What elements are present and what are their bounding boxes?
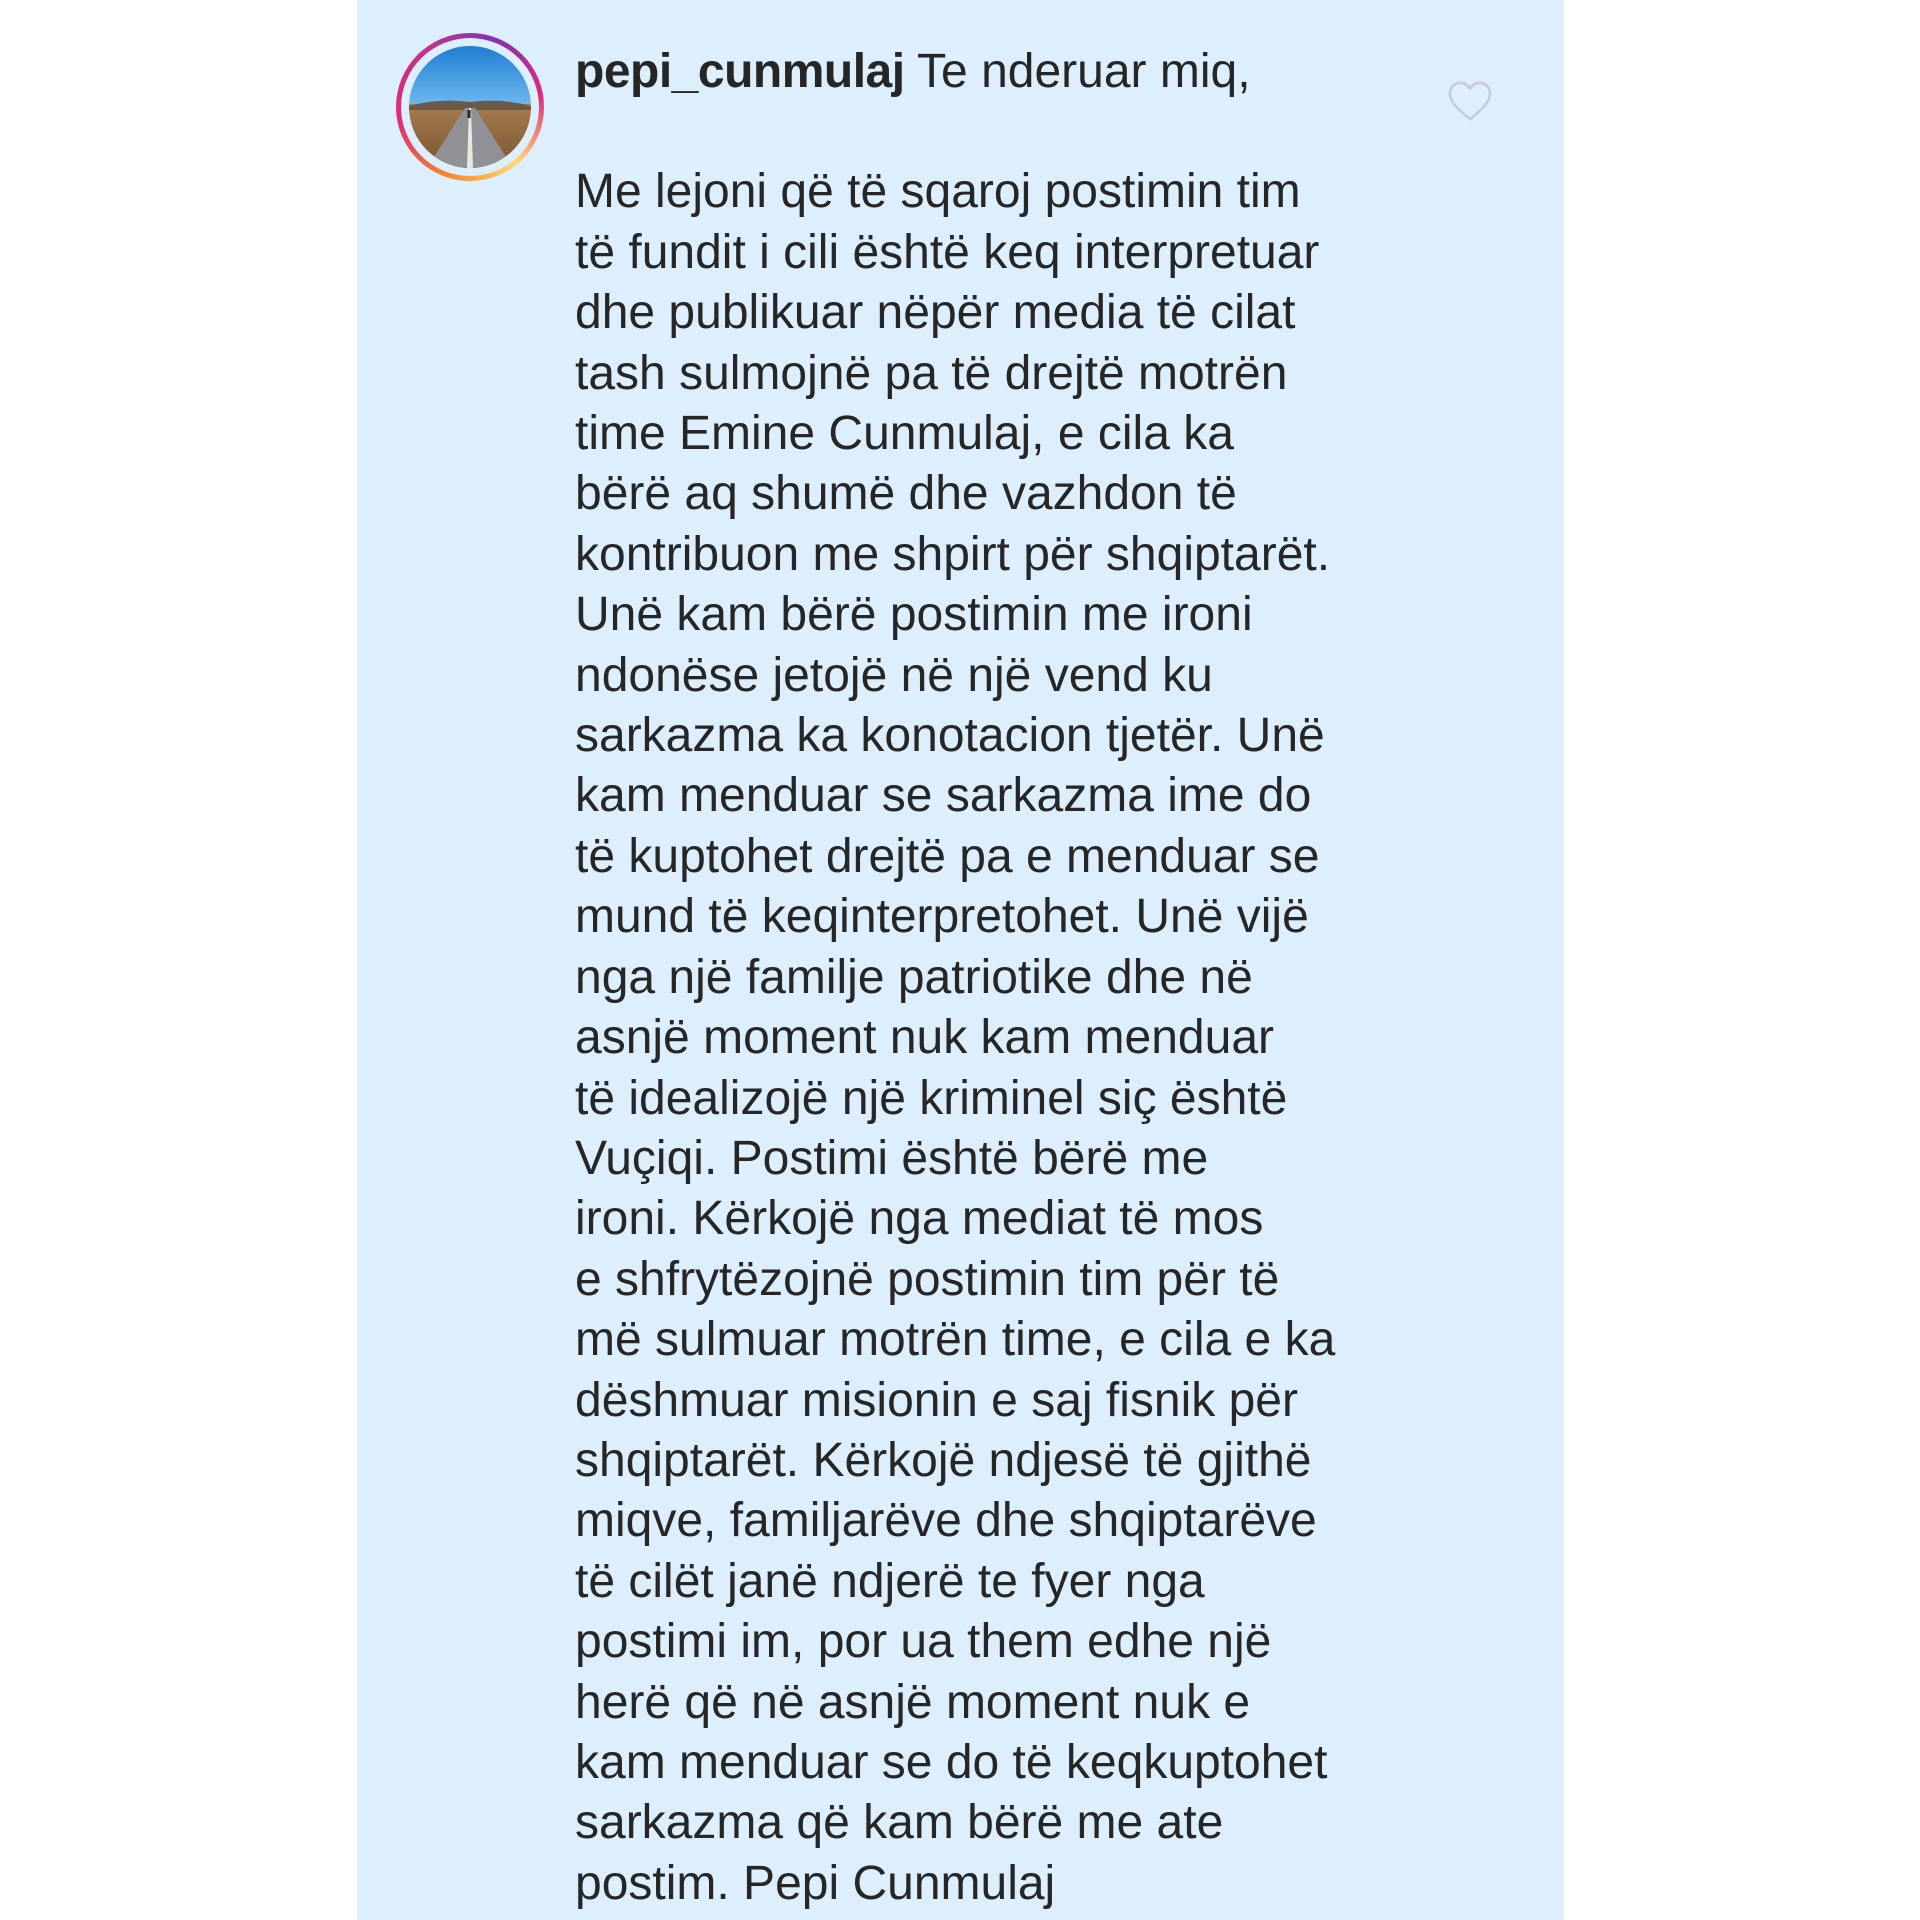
comment-line: kontribuon me shpirt për shqiptarët. bbox=[575, 527, 1331, 581]
comment-line: Unë kam bërë postimin me ironi bbox=[575, 588, 1253, 642]
comment-line: time Emine Cunmulaj, e cila ka bbox=[575, 407, 1234, 461]
comment-line: kam menduar se do të keqkuptohet bbox=[575, 1735, 1328, 1789]
comment-line: postimi im, por ua them edhe një bbox=[575, 1615, 1272, 1669]
comment-line: ironi. Kërkojë nga mediat të mos bbox=[575, 1192, 1264, 1246]
comment-line: të fundit i cili është keq interpretuar bbox=[575, 225, 1320, 279]
comment-line: postim. Pepi Cunmulaj bbox=[575, 1856, 1056, 1910]
avatar-ring-gap bbox=[401, 38, 539, 176]
comment-line: tash sulmojnë pa të drejtë motrën bbox=[575, 346, 1288, 400]
comment-line: herë që në asnjë moment nuk e bbox=[575, 1675, 1251, 1729]
comment-line: e shfrytëzojnë postimin tim për të bbox=[575, 1252, 1280, 1306]
comment-line: bërë aq shumë dhe vazhdon të bbox=[575, 467, 1237, 521]
comment-line: të cilët janë ndjerë te fyer nga bbox=[575, 1554, 1205, 1608]
comment-line: Me lejoni që të sqaroj postimin tim bbox=[575, 165, 1301, 219]
comment-greeting: Te nderuar miq, bbox=[917, 45, 1251, 98]
comment-line: asnjë moment nuk kam menduar bbox=[575, 1011, 1274, 1065]
comment-line: të kuptohet drejtë pa e menduar se bbox=[575, 829, 1320, 883]
comment-line: miqve, familjarëve dhe shqiptarëve bbox=[575, 1494, 1317, 1548]
avatar-story-ring[interactable] bbox=[396, 33, 544, 181]
comment-line: shqiptarët. Kërkojë ndjesë të gjithë bbox=[575, 1433, 1312, 1487]
comment-line: të idealizojë një kriminel siç është bbox=[575, 1071, 1288, 1125]
road-landscape-avatar-icon bbox=[409, 46, 531, 168]
avatar[interactable] bbox=[409, 46, 531, 168]
comment-line: Vuçiqi. Postimi është bërë me bbox=[575, 1131, 1209, 1185]
comment-line: kam menduar se sarkazma ime do bbox=[575, 769, 1312, 823]
comment-line: sarkazma që kam bërë me ate bbox=[575, 1796, 1224, 1850]
like-button[interactable] bbox=[1447, 80, 1493, 122]
comment-header bbox=[575, 42, 1395, 102]
comment-body bbox=[575, 162, 1395, 1914]
comment-line: sarkazma ka konotacion tjetër. Unë bbox=[575, 709, 1325, 763]
comment-line: ndonëse jetojë në një vend ku bbox=[575, 648, 1213, 702]
comment-line: mund të keqinterpretohet. Unë vijë bbox=[575, 890, 1309, 944]
comment-line: dëshmuar misionin e saj fisnik për bbox=[575, 1373, 1298, 1427]
comment-line: më sulmuar motrën time, e cila e ka bbox=[575, 1313, 1336, 1367]
username-link[interactable]: pepi_cunmulaj bbox=[575, 45, 905, 98]
comment bbox=[575, 42, 1395, 1914]
heart-outline-icon bbox=[1447, 80, 1493, 122]
comment-line: dhe publikuar nëpër media të cilat bbox=[575, 286, 1296, 340]
comment-line: nga një familje patriotike dhe në bbox=[575, 950, 1253, 1004]
